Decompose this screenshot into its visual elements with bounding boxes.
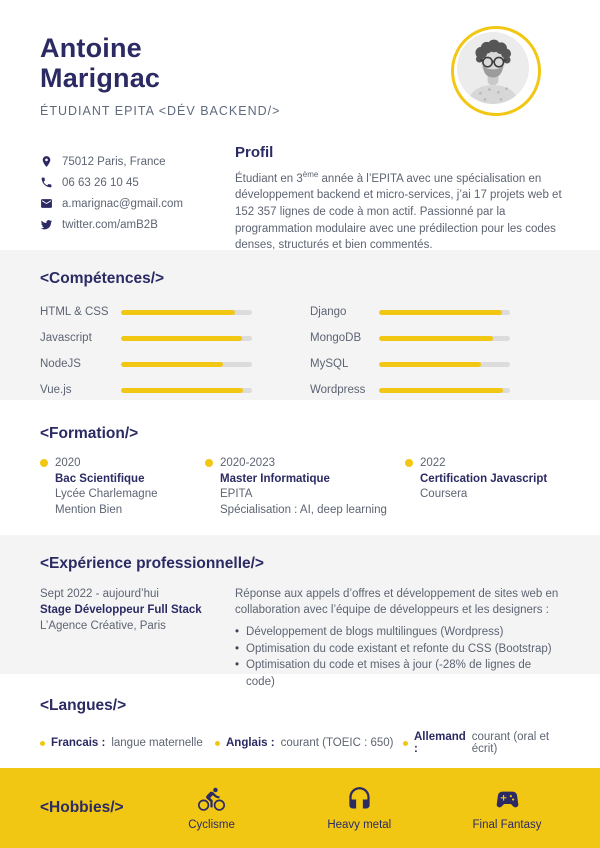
experience-bullet: • Optimisation du code et mises à jour (-28% de lignes de code) [235, 657, 560, 690]
hobby-music [316, 786, 402, 831]
skill-mysql: MySQL [310, 351, 510, 377]
language-german: Allemand : courant (oral et écrit) [403, 731, 560, 755]
education-diploma: Certification Javascript [420, 472, 548, 485]
education-detail: EPITA [220, 488, 253, 500]
skill-bar [379, 388, 510, 393]
contact-phone [40, 172, 183, 193]
languages-title: <Langues/> [40, 697, 127, 714]
header [0, 0, 600, 250]
language-level: courant (TOEIC : 650) [280, 737, 394, 749]
experience-bullet-list [235, 624, 560, 690]
location-pin-icon [40, 155, 53, 168]
headphones-icon [346, 786, 373, 813]
education-period: 2020-2023 [220, 457, 275, 469]
bullet-icon: • [235, 659, 240, 671]
experience-meta [40, 586, 235, 690]
last-name: Marignac [40, 63, 161, 94]
bullet-dot-icon [40, 459, 48, 467]
avatar [451, 26, 541, 116]
hobby-items [169, 786, 550, 831]
skill-bar [121, 362, 252, 367]
skill-bar [121, 388, 252, 393]
skill-bar [379, 310, 510, 315]
hobbies-section [0, 768, 600, 848]
experience-company: L’Agence Créative, Paris [40, 620, 166, 632]
bullet-dot-icon [215, 741, 220, 746]
experience-role: Stage Développeur Full Stack [40, 604, 202, 616]
language-english: Anglais : courant (TOEIC : 650) [215, 731, 403, 755]
contact-list [40, 151, 183, 235]
bullet-dot-icon [40, 741, 45, 746]
skills-title: <Compétences/> [40, 270, 165, 287]
profil-title: Profil [235, 144, 274, 161]
phone-icon [40, 176, 53, 189]
bullet-dot-icon [205, 459, 213, 467]
contact-email[interactable] [40, 193, 183, 214]
contact-phone-text: 06 63 26 10 45 [62, 176, 139, 189]
contact-twitter[interactable] [40, 214, 183, 235]
experience-summary: Réponse aux appels d’offres et développement de sites web en collaboration avec l’équipe de développeurs et les designers : [235, 588, 559, 616]
hobby-cycling [169, 786, 255, 831]
contact-address-text: 75012 Paris, France [62, 155, 166, 168]
skills-grid [40, 299, 560, 403]
experience-period: Sept 2022 - aujourd’hui [40, 588, 159, 600]
profil-text: Étudiant en 3ème année à l’EPITA avec une spécialisation en développement backend et micro-services, j’ai 17 projets web et 152 357 lignes de code à mon actif. Passionné par la programmation modulaire avec une prédilection pour les codes denses, structurés et bien commentés. [235, 170, 562, 252]
education-grid [40, 456, 560, 518]
hobby-label: Heavy metal [327, 818, 392, 831]
skill-nodejs: NodeJS [40, 351, 252, 377]
experience-bullet: • Optimisation du code existant et refonte du CSS (Bootstrap) [235, 641, 560, 658]
bullet-icon: • [235, 626, 240, 638]
hobby-label: Final Fantasy [472, 818, 542, 831]
twitter-icon [40, 218, 53, 231]
hobby-gaming [464, 786, 550, 831]
education-detail: Spécialisation : AI, deep learning [220, 503, 387, 516]
bicycle-icon [198, 786, 225, 813]
education-item-certification [405, 456, 560, 518]
contact-twitter-text: twitter.com/amB2B [62, 218, 158, 231]
education-diploma: Master Informatique [220, 472, 330, 485]
education-title: <Formation/> [40, 425, 139, 442]
skill-bar [121, 336, 252, 341]
bullet-icon: • [235, 642, 240, 655]
skill-django: Django [310, 299, 510, 325]
contact-address [40, 151, 183, 172]
name-block [40, 33, 280, 118]
language-level: langue maternelle [111, 737, 203, 749]
experience-grid [40, 586, 560, 690]
language-level: courant (oral et écrit) [471, 731, 550, 755]
experience-bullet: • Développement de blogs multilingues (Wordpress) [235, 624, 560, 641]
education-item-master [205, 456, 405, 518]
bullet-dot-icon [405, 459, 413, 467]
hobbies-title: <Hobbies/> [40, 799, 124, 816]
hobby-label: Cyclisme [188, 818, 235, 831]
full-name [40, 33, 280, 93]
experience-section [0, 535, 600, 688]
education-period: 2022 [420, 457, 446, 469]
contact-email-text: a.marignac@gmail.com [62, 197, 183, 210]
skill-html-css: HTML & CSS [40, 299, 252, 325]
skill-bar [379, 362, 510, 367]
language-french: Francais : langue maternelle [40, 731, 215, 755]
first-name: Antoine [40, 33, 142, 63]
education-period: 2020 [55, 457, 81, 469]
skills-section [0, 250, 600, 400]
skill-wordpress: Wordpress [310, 377, 510, 403]
experience-title: <Expérience professionnelle/> [40, 555, 264, 572]
portrait-illustration [457, 32, 529, 104]
education-detail: Mention Bien [55, 503, 123, 516]
experience-detail [235, 586, 560, 690]
job-subtitle: ÉTUDIANT EPITA <DÉV BACKEND/> [40, 104, 281, 119]
skill-bar [121, 310, 252, 315]
email-icon [40, 197, 53, 210]
education-diploma: Bac Scientifique [55, 472, 145, 485]
skill-bar [379, 336, 510, 341]
education-section [0, 400, 600, 535]
gamepad-icon [494, 786, 521, 813]
education-detail: Coursera [420, 488, 468, 500]
profil-section [235, 144, 563, 254]
skill-mongodb: MongoDB [310, 325, 510, 351]
skill-javascript: Javascript [40, 325, 252, 351]
education-item-bac [40, 456, 205, 518]
bullet-dot-icon [403, 741, 408, 746]
languages-row [40, 731, 560, 755]
education-detail: Lycée Charlemagne [55, 488, 158, 500]
skill-vuejs: Vue.js [40, 377, 252, 403]
